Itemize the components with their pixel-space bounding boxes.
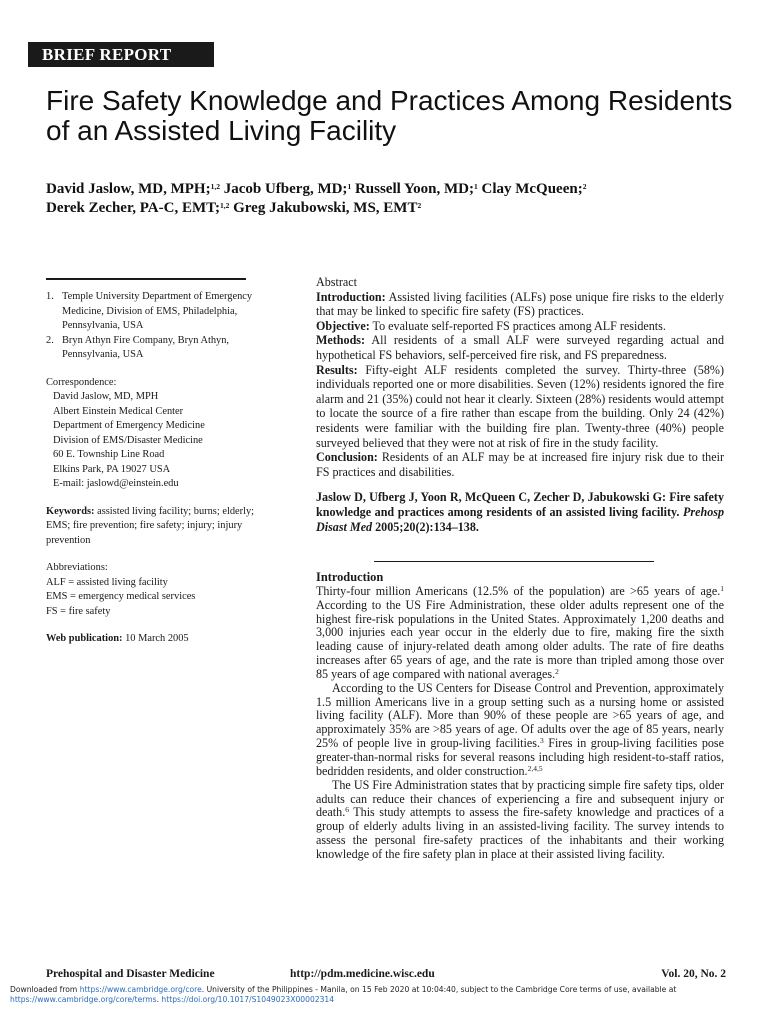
abbreviations-label: Abbreviations: — [46, 562, 108, 573]
reference-superscript: 6 — [345, 805, 349, 815]
correspondence-block — [46, 376, 278, 492]
affiliation-text: Bryn Athyn Fire Company, Bryn Athyn, Pennsylvania, USA — [62, 334, 230, 360]
abstract-intro-text: Assisted living facilities (ALFs) pose unique fire risks to the elderly that may be linked to specific fire safety (FS) practices. — [316, 289, 724, 319]
affiliation-2 — [46, 334, 278, 363]
footer-journal-name: Prehospital and Disaster Medicine — [46, 968, 215, 980]
cambridge-terms-link[interactable]: https://www.cambridge.org/core/terms — [10, 995, 157, 1004]
abbreviation-item: EMS = emergency medical services — [46, 591, 196, 602]
abstract-heading: Abstract — [316, 275, 357, 289]
download-notice — [10, 985, 758, 1005]
abstract-objective-text: To evaluate self-reported FS practices among ALF residents. — [369, 318, 666, 333]
abstract-methods-text: All residents of a small ALF were surveyed regarding actual and hypothetical FS behaviors, self-perceived fire risk, and FS preparedness. — [316, 333, 724, 362]
page-footer — [46, 968, 726, 984]
abstract-conclusion — [316, 450, 724, 479]
article-title: Fire Safety Knowledge and Practices Among Residents of an Assisted Living Facility — [46, 85, 733, 146]
reference-superscript: 3 — [540, 736, 544, 746]
introduction-section — [316, 571, 724, 862]
abstract-divider — [374, 561, 654, 562]
citation-journal: Prehosp Disast Med — [316, 504, 724, 534]
intro-text: The US Fire Administration states that by practicing simple fire safety tips, older adults can reduce their chances of experiencing a fire and subsequent injury or death. — [316, 777, 724, 820]
keywords-label: Keywords: — [46, 505, 95, 517]
intro-text: According to the US Fire Administration, these older adults represent one of the highest fire-risk populations in the United States. Approximately 1,200 deaths and 3,000 injuries each year occur in the elderly due to fire, making fire the sixth leading cause of injury-related death among older adults. The rate of fire deaths increases after 65 years of age, and the rate is more than tripled among those over 85 years of age compared with national averages. — [316, 597, 724, 681]
footer-volume: Vol. 20, No. 2 — [661, 968, 726, 980]
author-line-2: Derek Zecher, PA-C, EMT;$^{1,2}$ Greg Jakubowski, MS, EMT$^2$ — [46, 200, 422, 216]
download-text: . University of the Philippines - Manila, on 15 Feb 2020 at 10:04:40, subject to the Cambridge Core terms of use, available at — [201, 985, 677, 994]
intro-text: Thirty-four million Americans (12.5% of the population) are >65 years of age. — [316, 583, 721, 598]
abstract-section — [316, 275, 724, 534]
correspondence-line: Elkins Park, PA 19027 USA — [53, 463, 171, 475]
correspondence-line: David Jaslow, MD, MPH — [53, 391, 159, 402]
left-column-rule — [46, 278, 246, 280]
author-list — [46, 180, 736, 218]
affiliation-number: 1. — [46, 291, 54, 302]
correspondence-email[interactable]: E-mail: jaslowd@einstein.edu — [53, 478, 179, 489]
reference-superscript: 2 — [555, 666, 559, 676]
abstract-objective-label: Objective: — [316, 318, 370, 333]
introduction-paragraph-1 — [316, 585, 724, 682]
article-sidebar — [46, 290, 278, 647]
abbreviation-item: ALF = assisted living facility — [46, 576, 168, 588]
keywords-text: assisted living facility; burns; elderly; EMS; fire prevention; fire safety; injury; injury prevention — [46, 505, 255, 546]
correspondence-line: 60 E. Township Line Road — [53, 449, 165, 460]
section-banner: BRIEF REPORT — [28, 42, 214, 67]
abstract-results — [316, 363, 724, 451]
introduction-paragraph-2 — [316, 682, 724, 779]
abstract-methods-label: Methods: — [316, 333, 366, 348]
intro-text: This study attempts to assess the fire-safety knowledge and practices of a group of elderly adults living in an assisted-living facility. The survey intends to assess the personal fire-safety practices of the inhabitants and their working knowledge of the fire safety plan in place at their assisted living facility. — [316, 805, 724, 861]
web-publication-label: Web publication: — [46, 633, 123, 644]
reference-superscript: 1 — [720, 583, 724, 593]
citation — [316, 490, 724, 534]
abstract-methods — [316, 333, 724, 362]
abstract-introduction — [316, 290, 724, 319]
abstract-intro-label: Introduction: — [316, 289, 386, 304]
introduction-heading: Introduction — [316, 570, 384, 584]
web-publication-date: 10 March 2005 — [122, 633, 189, 644]
abstract-results-text: Fifty-eight ALF residents completed the survey. Thirty-three (58%) individuals reported one or more disabilities. Seven (12%) residents ignored the fire alarm and 21 (35%) could not hear it clearly. Sixteen (28%) residents would attempt to locate the source of a fire rather than escape from the building. Only 24 (42%) residents were familiar with the building fire plan. Twenty-three (40%) people surveyed believed that they were not at risk of fire in the study facility. — [316, 362, 724, 450]
correspondence-line: Department of Emergency Medicine — [53, 420, 205, 431]
introduction-paragraph-3 — [316, 779, 724, 862]
author-line-1: David Jaslow, MD, MPH;$^{1,2}$ Jacob Ufberg, MD;$^1$ Russell Yoon, MD;$^1$ Clay McQueen;$^2$ — [46, 181, 587, 197]
citation-reference: 2005;20(2):134–138. — [372, 519, 479, 534]
reference-superscript: 2,4,5 — [527, 763, 543, 773]
citation-text: Jaslow D, Ufberg J, Yoon R, McQueen C, Zecher D, Jabukowski G: Fire safety knowledge and practices among residents of an assisted living facility. — [316, 490, 724, 519]
doi-link[interactable]: https://doi.org/10.1017/S1049023X00002314 — [161, 995, 335, 1004]
download-text: Downloaded from — [10, 985, 80, 994]
cambridge-core-link[interactable]: https://www.cambridge.org/core — [79, 985, 202, 994]
intro-text: Fires in group-living facilities pose greater-than-normal risks for several reasons including high resident-to-staff ratios, bedridden residents, and older construction. — [316, 736, 724, 778]
correspondence-label: Correspondence: — [46, 376, 117, 388]
abstract-conclusion-label: Conclusion: — [316, 450, 378, 465]
abbreviations-block — [46, 561, 278, 619]
download-text: . — [156, 995, 162, 1004]
intro-text: According to the US Centers for Disease Control and Prevention, approximately 1.5 million Americans live in a group setting such as a nursing home or assisted living facility (ALF). More than 90% of these people are >65 years of age, and approximately 35% are >85 years of age. Of adults over the age of 85 years, nearly 25% of people live in group-living facilities. — [316, 680, 724, 751]
abstract-results-label: Results: — [316, 362, 358, 377]
correspondence-line: Albert Einstein Medical Center — [53, 405, 184, 417]
affiliation-number: 2. — [46, 334, 54, 346]
web-publication-block — [46, 632, 278, 647]
affiliation-1 — [46, 290, 278, 334]
abbreviation-item: FS = fire safety — [46, 605, 111, 617]
keywords-block — [46, 505, 278, 549]
affiliation-text: Temple University Department of Emergency Medicine, Division of EMS, Philadelphia, Pennsylvania, USA — [62, 291, 253, 331]
abstract-conclusion-text: Residents of an ALF may be at increased fire injury risk due to their FS practices and disabilities. — [316, 450, 724, 479]
correspondence-line: Division of EMS/Disaster Medicine — [53, 434, 203, 446]
footer-journal-url[interactable]: http://pdm.medicine.wisc.edu — [290, 968, 435, 980]
abstract-objective — [316, 319, 724, 334]
